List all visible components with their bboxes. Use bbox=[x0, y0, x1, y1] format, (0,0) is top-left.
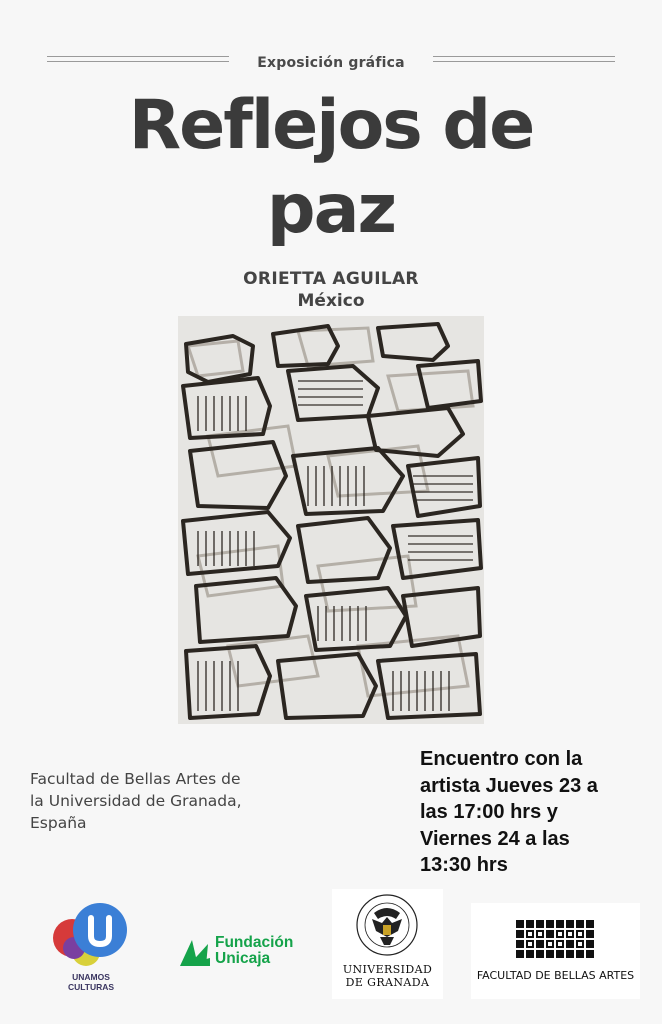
unamos-culturas-logo bbox=[50, 900, 132, 990]
venue-line-1: Facultad de Bellas Artes de bbox=[30, 770, 241, 788]
ugr-line-1: UNIVERSIDAD bbox=[342, 963, 433, 976]
meeting-line-1: Encuentro con la bbox=[420, 748, 583, 770]
unicaja-line-2: Unicaja bbox=[215, 950, 271, 967]
unamos-culturas-icon bbox=[50, 900, 132, 972]
artist-country: México bbox=[297, 291, 365, 311]
title-line-1: Reflejos de bbox=[128, 86, 534, 165]
meeting-line-4: Viernes 24 a las bbox=[420, 827, 570, 850]
unamos-line-1: UNAMOS bbox=[72, 972, 110, 982]
meeting-line-3: las 17:00 hrs y bbox=[420, 801, 558, 823]
meeting-line-5: 13:30 hrs bbox=[420, 854, 508, 876]
fba-caption: FACULTAD DE BELLAS ARTES bbox=[476, 969, 635, 982]
meeting-line-2: artista Jueves 23 a bbox=[420, 774, 598, 797]
exhibition-kicker: Exposición gráfica bbox=[257, 55, 405, 71]
universidad-granada-logo bbox=[332, 889, 443, 999]
artist-meeting-text bbox=[420, 746, 650, 879]
artwork-image bbox=[178, 316, 484, 724]
unicaja-leaf-icon bbox=[178, 936, 212, 968]
unamos-caption bbox=[50, 972, 132, 992]
poster-title bbox=[0, 84, 662, 252]
ugr-line-2: DE GRANADA bbox=[345, 976, 430, 989]
unicaja-line-1: Fundación bbox=[215, 934, 294, 951]
artwork-drawing bbox=[178, 316, 484, 724]
fba-grid-icon bbox=[516, 920, 594, 958]
ugr-seal-icon bbox=[332, 889, 443, 961]
title-line-2: paz bbox=[266, 170, 396, 249]
unicaja-text bbox=[215, 935, 293, 967]
fundacion-unicaja-logo bbox=[178, 934, 308, 970]
artist-name: ORIETTA AGUILAR bbox=[243, 269, 419, 289]
facultad-bellas-artes-logo bbox=[471, 903, 640, 999]
venue-line-2: la Universidad de Granada, bbox=[30, 792, 242, 810]
ugr-caption bbox=[332, 963, 443, 989]
venue-text bbox=[30, 768, 280, 834]
unamos-line-2: CULTURAS bbox=[67, 982, 115, 992]
venue-line-3: España bbox=[30, 814, 87, 832]
